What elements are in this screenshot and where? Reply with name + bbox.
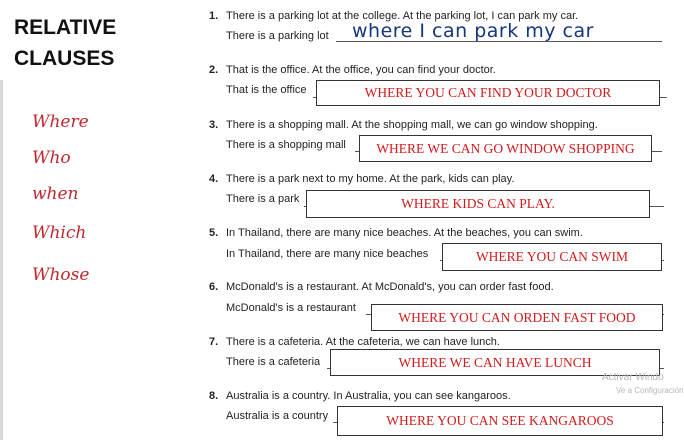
- margin-divider: [0, 80, 3, 440]
- item-number: 3.: [209, 119, 219, 131]
- item-sentence: That is the office. At the office, you can find your doctor.: [226, 64, 496, 76]
- item-number: 7.: [209, 336, 219, 348]
- answer-box[interactable]: WHERE YOU CAN SWIM: [442, 243, 662, 271]
- item-prefix: There is a parking lot: [226, 30, 329, 42]
- handwritten-where: Where: [32, 112, 89, 132]
- item-number: 1.: [209, 10, 219, 22]
- item-prefix: There is a cafeteria: [226, 356, 321, 368]
- item-prefix: In Thailand, there are many nice beaches: [226, 248, 429, 260]
- handwritten-who: Who: [32, 148, 71, 168]
- item-prefix: There is a park: [226, 193, 300, 205]
- item-number: 8.: [209, 390, 219, 402]
- item-sentence: There is a shopping mall. At the shopping mall, we can go window shopping.: [226, 119, 598, 131]
- handwritten-whose: Whose: [32, 265, 90, 285]
- answer-box[interactable]: WHERE YOU CAN SEE KANGAROOS: [337, 406, 663, 436]
- answer-box[interactable]: WHERE WE CAN GO WINDOW SHOPPING: [359, 135, 652, 162]
- activation-watermark-sub: Ve a Configuración: [616, 386, 684, 395]
- item-number: 5.: [209, 227, 219, 239]
- item-sentence: There is a park next to my home. At the park, kids can play.: [226, 173, 515, 185]
- title-line-2: CLAUSES: [14, 47, 115, 70]
- handwritten-when: when: [32, 184, 79, 204]
- item-prefix: There is a shopping mall: [226, 139, 346, 151]
- answer-handwritten[interactable]: where I can park my car: [352, 20, 594, 42]
- item-sentence: McDonald's is a restaurant. At McDonald's, you can order fast food.: [226, 281, 554, 293]
- item-number: 6.: [209, 281, 219, 293]
- item-sentence: There is a cafeteria. At the cafeteria, we can have lunch.: [226, 336, 500, 348]
- item-prefix: That is the office: [226, 84, 307, 96]
- activation-watermark: Activar Windo: [602, 372, 664, 383]
- item-number: 4.: [209, 173, 219, 185]
- answer-box[interactable]: WHERE KIDS CAN PLAY.: [306, 190, 650, 218]
- item-sentence: Australia is a country. In Australia, you can see kangaroos.: [226, 390, 511, 402]
- answer-box[interactable]: WHERE YOU CAN ORDEN FAST FOOD: [371, 304, 663, 331]
- item-prefix: McDonald's is a restaurant: [226, 302, 356, 314]
- item-number: 2.: [209, 64, 219, 76]
- worksheet-title: [14, 12, 134, 74]
- item-sentence: In Thailand, there are many nice beaches. At the beaches, you can swim.: [226, 227, 583, 239]
- handwritten-which: Which: [32, 223, 87, 243]
- answer-box[interactable]: WHERE YOU CAN FIND YOUR DOCTOR: [316, 80, 660, 106]
- item-prefix: Australia is a country: [226, 410, 329, 422]
- answer-box[interactable]: WHERE WE CAN HAVE LUNCH: [330, 349, 660, 376]
- title-line-1: RELATIVE: [14, 16, 117, 39]
- item-sentence: There is a parking lot at the college. At the parking lot, I can park my car.: [226, 10, 579, 22]
